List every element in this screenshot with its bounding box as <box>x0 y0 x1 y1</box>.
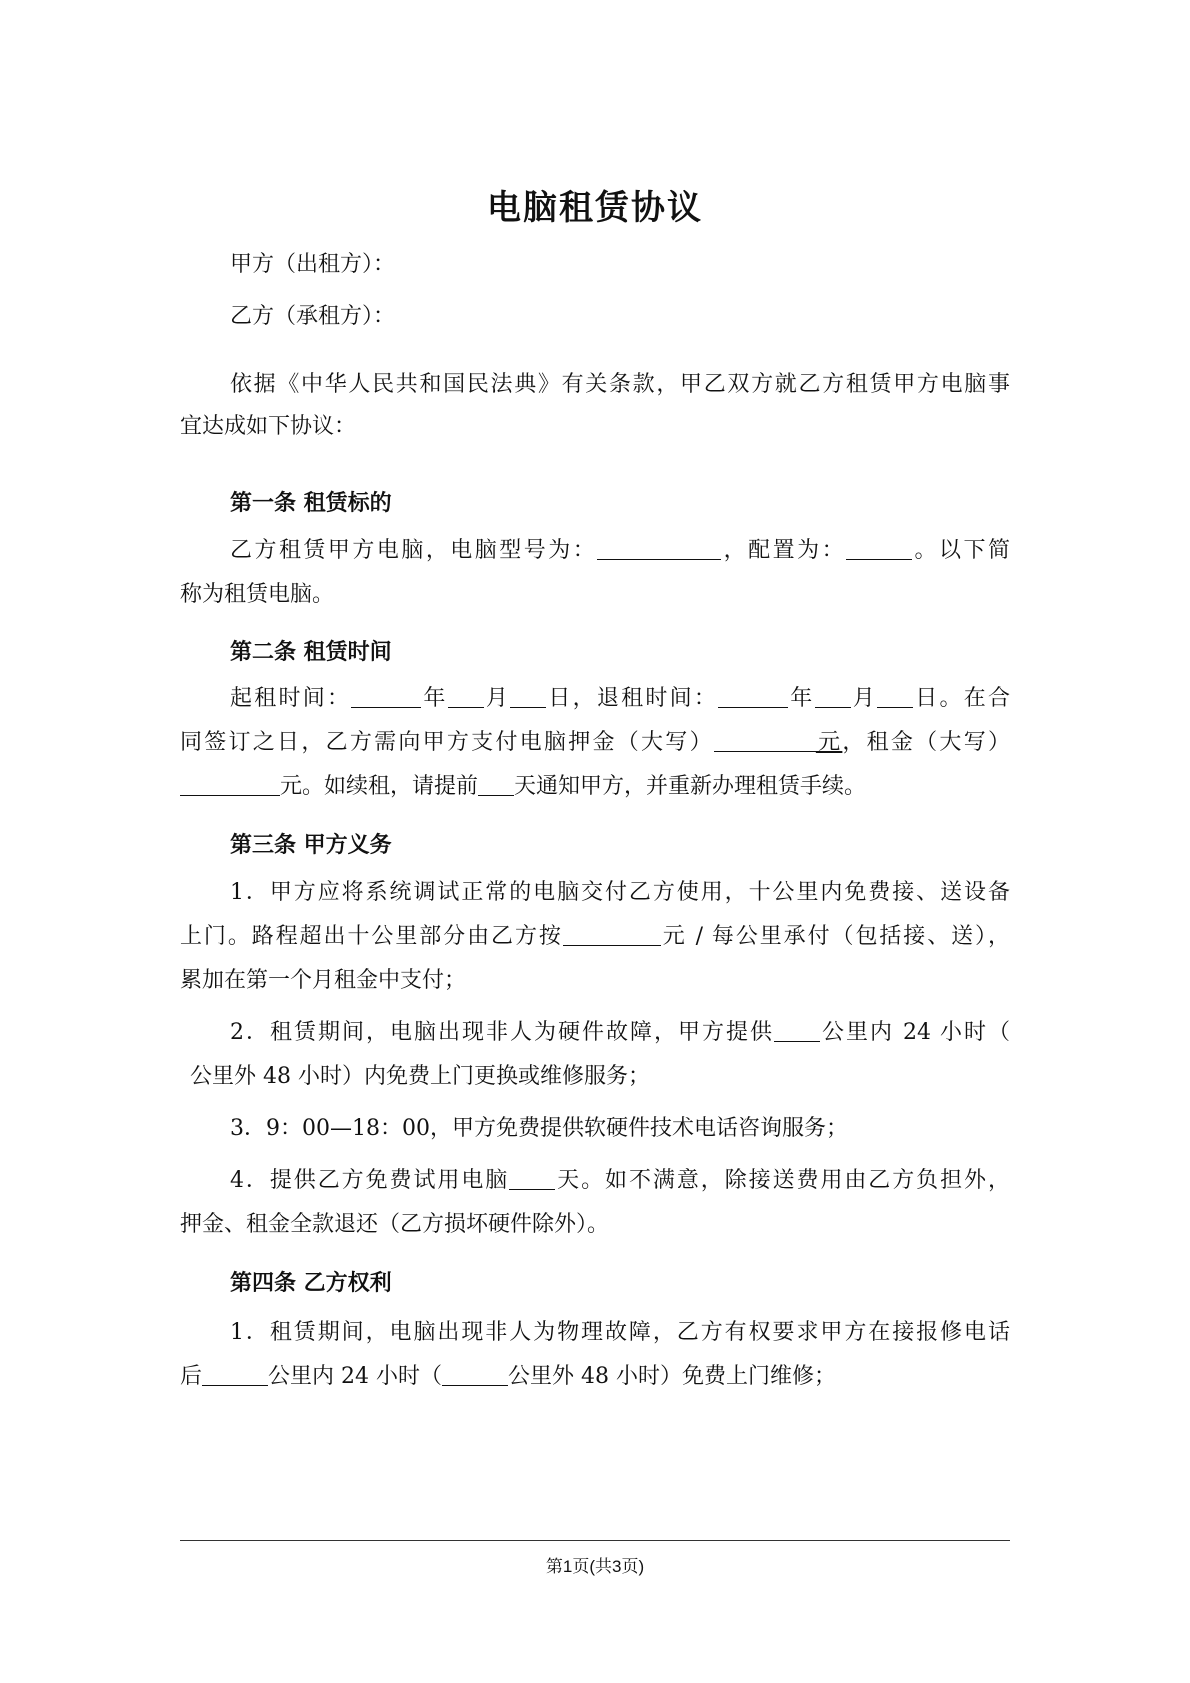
start-year-label: 年 <box>421 686 448 711</box>
article-3-item-2-line-2: 公里外 48 小时）内免费上门更换或维修服务； <box>190 1064 650 1089</box>
maint-text-b: 公里内 24 小时（ <box>268 1364 442 1389</box>
article-1-text-b: ，配置为： <box>721 538 847 563</box>
article-4-item-1-line-2 <box>180 1354 1010 1400</box>
maint-text-c: 公里外 48 小时）免费上门维修； <box>508 1364 836 1389</box>
article-3-item-2-line-1 <box>230 1010 1010 1056</box>
article-3-item-1-line-1: 1．甲方应将系统调试正常的电脑交付乙方使用，十公里内免费接、送设备 <box>230 880 1010 905</box>
distance-fee-blank <box>563 923 661 946</box>
start-day-blank <box>510 685 546 708</box>
end-month-blank <box>815 685 851 708</box>
intro-line-1: 依据《中华人民共和国民法典》有关条款，甲乙双方就乙方租赁甲方电脑事 <box>230 372 1010 397</box>
model-blank <box>597 537 721 560</box>
maint-km-blank-2 <box>442 1363 508 1386</box>
distance-fee-text-b: 元 / 每公里承付（包括接、送）， <box>660 924 1010 949</box>
deposit-yuan: 元 <box>815 730 843 755</box>
end-day-label: 日。在合 <box>913 686 1010 711</box>
page-number: 第1页(共3页) <box>545 1557 645 1576</box>
renewal-days-blank <box>478 773 514 796</box>
start-day-label: 日 <box>546 686 573 711</box>
article-1-heading: 第一条 租赁标的 <box>230 491 392 516</box>
repair-text-b: 公里内 24 小时（ <box>820 1020 1011 1045</box>
article-4-item-1-line-1: 1．租赁期间，电脑出现非人为物理故障，乙方有权要求甲方在接报修电话 <box>230 1320 1010 1345</box>
article-3-item-4-line-1 <box>230 1158 1010 1204</box>
maint-text-a: 后 <box>180 1364 203 1389</box>
article-1-text-c: 。以下简 <box>912 538 1010 563</box>
party-b-line: 乙方（承租方）： <box>230 304 396 329</box>
rent-blank <box>180 773 280 796</box>
article-1-line-2: 称为租赁电脑。 <box>180 582 335 607</box>
renewal-text-a: 元。如续租，请提前 <box>280 774 479 799</box>
party-a-line: 甲方（出租方）： <box>230 252 396 277</box>
article-3-item-3: 3．9：00—18：00，甲方免费提供软硬件技术电话咨询服务； <box>230 1116 848 1141</box>
renewal-text-b: 天通知甲方，并重新办理租赁手续。 <box>514 774 867 799</box>
trial-text-b: 天。如不满意，除接送费用由乙方负担外， <box>555 1168 1010 1193</box>
rent-label: ，租金（大写） <box>842 730 1010 755</box>
config-blank <box>846 537 912 560</box>
deposit-label: 同签订之日，乙方需向甲方支付电脑押金（大写） <box>180 730 714 755</box>
article-2-line-1 <box>230 676 1010 722</box>
end-year-blank <box>718 685 788 708</box>
repair-km-blank <box>774 1019 820 1042</box>
end-year-label: 年 <box>788 686 815 711</box>
deposit-blank <box>714 729 816 752</box>
end-month-label: 月 <box>850 686 878 711</box>
end-day-blank <box>877 685 913 708</box>
end-label: ，退租时间： <box>572 686 719 711</box>
article-3-item-4-line-2: 押金、租金全款退还（乙方损坏硬件除外）。 <box>180 1212 610 1237</box>
article-3-heading: 第三条 甲方义务 <box>230 833 392 858</box>
start-label: 起租时间： <box>230 686 352 711</box>
footer-divider <box>180 1540 1010 1541</box>
start-month-label: 月 <box>483 686 511 711</box>
repair-text-a: 2．租赁期间，电脑出现非人为硬件故障，甲方提供 <box>230 1020 775 1045</box>
article-4-heading: 第四条 乙方权利 <box>230 1271 392 1296</box>
intro-line-2: 宜达成如下协议： <box>180 414 357 439</box>
start-month-blank <box>448 685 484 708</box>
distance-fee-text-a: 上门。路程超出十公里部分由乙方按 <box>180 924 563 949</box>
article-1-text-a: 乙方租赁甲方电脑，电脑型号为： <box>230 538 598 563</box>
article-3-item-1-line-3: 累加在第一个月租金中支付； <box>180 968 467 993</box>
article-2-heading: 第二条 租赁时间 <box>230 640 392 665</box>
start-year-blank <box>351 685 421 708</box>
article-2-line-2 <box>180 720 1010 766</box>
trial-days-blank <box>509 1167 555 1190</box>
article-1-line-1 <box>230 528 1010 574</box>
maint-km-blank-1 <box>202 1363 268 1386</box>
article-3-item-1-line-2 <box>180 914 1010 960</box>
article-2-line-3 <box>180 764 1010 810</box>
document-title: 电脑租赁协议 <box>487 188 703 228</box>
trial-text-a: 4．提供乙方免费试用电脑 <box>230 1168 510 1193</box>
